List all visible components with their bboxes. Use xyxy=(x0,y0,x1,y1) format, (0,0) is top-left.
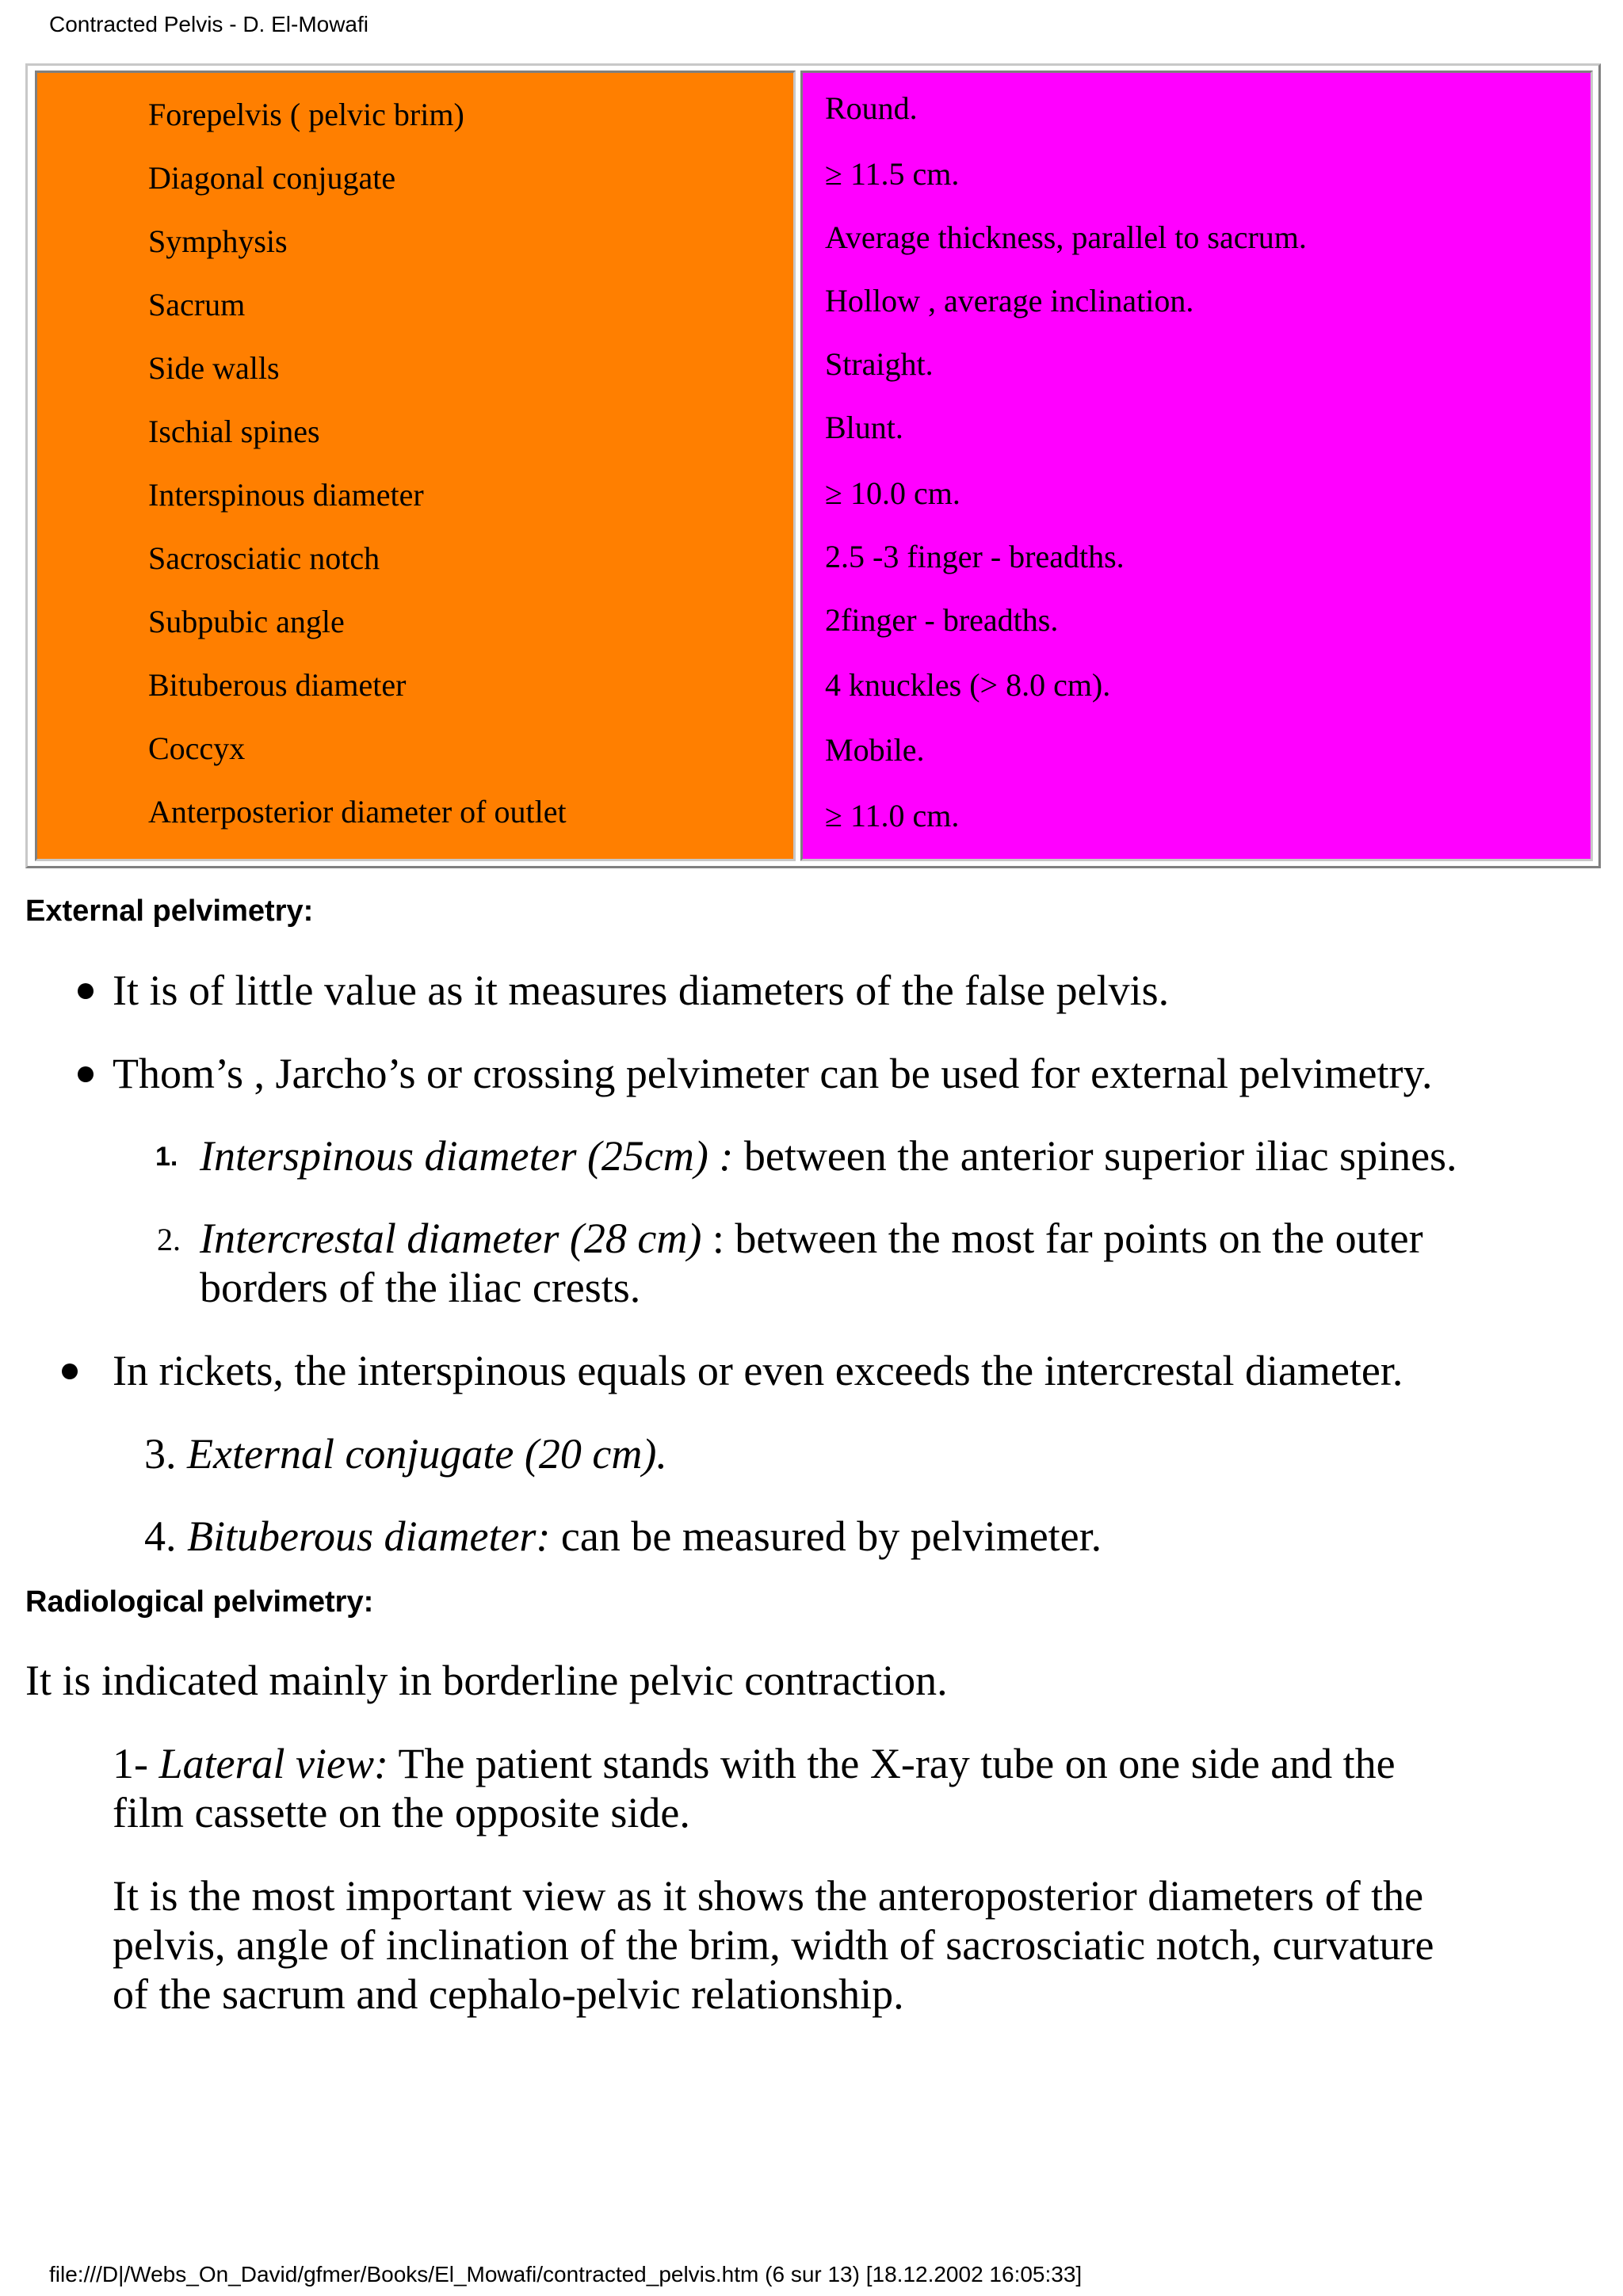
table-row-value: Hollow , average inclination. xyxy=(825,283,1194,318)
item-text: : between the most far points on the outer xyxy=(701,1215,1423,1262)
table-row-value: 2.5 -3 finger - breadths. xyxy=(825,539,1125,574)
list-item-bituberous xyxy=(144,1512,1102,1561)
list-number: 1- xyxy=(113,1740,159,1787)
paragraph-text: The patient stands with the X-ray tube on one side and the xyxy=(388,1740,1396,1787)
item-text: can be measured by pelvimeter. xyxy=(550,1512,1102,1560)
external-bullet-little-value: It is of little value as it measures diameters of the false pelvis. xyxy=(113,967,1170,1014)
external-bullet-pelvimeters: Thom’s , Jarcho’s or crossing pelvimeter can be used for external pelvimetry. xyxy=(113,1050,1433,1097)
table-row-feature: Coccyx xyxy=(148,730,246,766)
bullet-icon xyxy=(78,1066,94,1082)
list-item-interspinous xyxy=(200,1131,1457,1180)
external-pelvimetry-heading: External pelvimetry: xyxy=(25,894,314,928)
features-column xyxy=(35,71,796,861)
importance-paragraph-line: pelvis, angle of inclination of the brim, width of sacrosciatic notch, curvature xyxy=(113,1921,1434,1969)
table-row-feature: Subpubic angle xyxy=(148,604,345,639)
table-row-feature: Interspinous diameter xyxy=(148,477,424,513)
importance-paragraph-line: It is the most important view as it shows the anteroposterior diameters of the xyxy=(113,1872,1424,1920)
table-row-feature: Side walls xyxy=(148,350,280,386)
lateral-view-paragraph-continued: film cassette on the opposite side. xyxy=(113,1789,690,1836)
table-row-feature: Anterposterior diameter of outlet xyxy=(148,794,567,830)
table-row-feature: Sacrosciatic notch xyxy=(148,540,380,576)
list-number: 1. xyxy=(155,1142,178,1172)
lateral-view-paragraph xyxy=(113,1739,1396,1788)
term-lateral-view: Lateral view: xyxy=(158,1740,388,1787)
table-row-feature: Diagonal conjugate xyxy=(148,160,396,196)
table-row-value: Blunt. xyxy=(825,410,903,445)
page-header-title: Contracted Pelvis - D. El-Mowafi xyxy=(49,12,369,36)
radiological-intro: It is indicated mainly in borderline pelvic contraction. xyxy=(25,1657,948,1704)
table-row-feature: Sacrum xyxy=(148,287,246,322)
table-row-value: Round. xyxy=(825,90,918,126)
term-external-conjugate: External conjugate (20 cm). xyxy=(187,1430,667,1478)
table-row-value: ≥ 11.0 cm. xyxy=(825,798,960,833)
table-row-feature: Forepelvis ( pelvic brim) xyxy=(148,97,464,132)
table-row-feature: Ischial spines xyxy=(148,414,320,449)
term-interspinous: Interspinous diameter (25cm) : xyxy=(200,1132,734,1180)
term-intercrestal: Intercrestal diameter (28 cm) xyxy=(200,1215,702,1262)
item-text: between the anterior superior iliac spines. xyxy=(733,1132,1457,1180)
table-row-value: 2finger - breadths. xyxy=(825,602,1059,638)
radiological-pelvimetry-heading: Radiological pelvimetry: xyxy=(25,1585,374,1619)
table-row-feature: Symphysis xyxy=(148,223,288,259)
list-number: 3. xyxy=(144,1430,187,1478)
table-row-value: Straight. xyxy=(825,346,934,382)
table-row-value: Average thickness, parallel to sacrum. xyxy=(825,219,1307,255)
term-bituberous: Bituberous diameter: xyxy=(187,1512,551,1560)
values-column xyxy=(800,71,1593,861)
table-row-value: ≥ 11.5 cm. xyxy=(825,156,960,192)
page-footer-url: file:///D|/Webs_On_David/gfmer/Books/El_Mowafi/contracted_pelvis.htm (6 sur 13) [18.12.2002 16:05:33] xyxy=(49,2262,1083,2286)
bullet-icon xyxy=(78,983,94,999)
table-row-value: ≥ 10.0 cm. xyxy=(825,475,960,511)
importance-paragraph-line: of the sacrum and cephalo-pelvic relationship. xyxy=(113,1970,904,2018)
external-bullet-rickets: In rickets, the interspinous equals or even exceeds the intercrestal diameter. xyxy=(113,1347,1403,1394)
bullet-icon xyxy=(62,1363,78,1379)
list-item-external-conjugate xyxy=(144,1429,667,1478)
list-item-intercrestal xyxy=(200,1214,1423,1263)
list-item-intercrestal-continued: borders of the iliac crests. xyxy=(200,1264,641,1311)
list-number: 2. xyxy=(157,1222,181,1257)
table-row-feature: Bituberous diameter xyxy=(148,667,407,703)
list-number: 4. xyxy=(144,1512,187,1560)
pelvis-features-table xyxy=(25,63,1601,868)
table-row-value: 4 knuckles (> 8.0 cm). xyxy=(825,667,1111,703)
table-row-value: Mobile. xyxy=(825,732,925,768)
